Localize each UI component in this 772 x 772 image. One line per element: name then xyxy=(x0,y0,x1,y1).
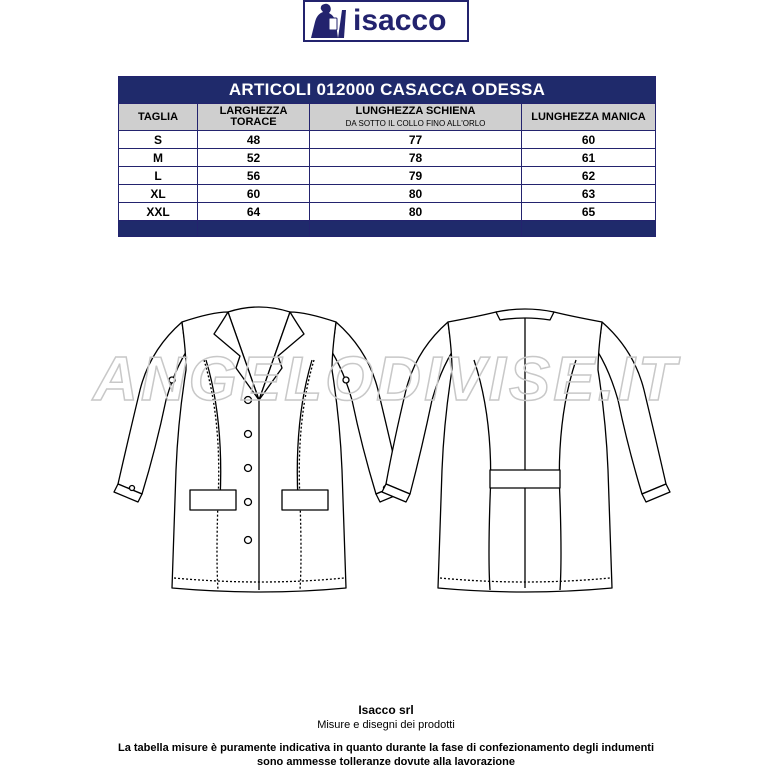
cell-sleeve: 60 xyxy=(522,131,656,149)
table-title: ARTICOLI 012000 CASACCA ODESSA xyxy=(119,77,656,104)
cell-chest: 64 xyxy=(198,203,310,221)
company-subtitle: Misure e disegni dei prodotti xyxy=(317,719,455,731)
cell-chest: 56 xyxy=(198,167,310,185)
cell-chest: 60 xyxy=(198,185,310,203)
header-larghezza-torace: LARGHEZZA TORACE xyxy=(198,104,310,131)
cell-back: 77 xyxy=(310,131,522,149)
cell-size: S xyxy=(119,131,198,149)
cell-size: XL xyxy=(119,185,198,203)
cell-size: XXL xyxy=(119,203,198,221)
cell-sleeve: 63 xyxy=(522,185,656,203)
header-lunghezza-schiena-sub: DA SOTTO IL COLLO FINO ALL'ORLO xyxy=(345,118,486,128)
cell-back: 78 xyxy=(310,149,522,167)
cell-back: 79 xyxy=(310,167,522,185)
watermark-text: ANGELODIVISE.IT xyxy=(93,345,679,414)
cell-sleeve: 65 xyxy=(522,203,656,221)
logo-wordmark: isacco xyxy=(353,4,447,37)
cell-chest: 48 xyxy=(198,131,310,149)
cell-back: 80 xyxy=(310,185,522,203)
disclaimer-line-2: sono ammesse tolleranze dovute alla lavorazione xyxy=(257,756,515,768)
cell-size: M xyxy=(119,149,198,167)
cell-chest: 52 xyxy=(198,149,310,167)
disclaimer-note xyxy=(0,741,772,769)
company-name: Isacco srl xyxy=(358,703,414,717)
disclaimer-line-1: La tabella misure è puramente indicativa in quanto durante la fase di confezionamento degli indumenti xyxy=(117,742,655,754)
header-lunghezza-schiena: LUNGHEZZA SCHIENA DA SOTTO IL COLLO FINO ALL'ORLO xyxy=(310,104,522,131)
cell-sleeve: 61 xyxy=(522,149,656,167)
cell-back: 80 xyxy=(310,203,522,221)
header-taglia: TAGLIA xyxy=(119,104,198,131)
header-lunghezza-manica: LUNGHEZZA MANICA xyxy=(522,104,656,131)
cell-sleeve: 62 xyxy=(522,167,656,185)
cell-size: L xyxy=(119,167,198,185)
